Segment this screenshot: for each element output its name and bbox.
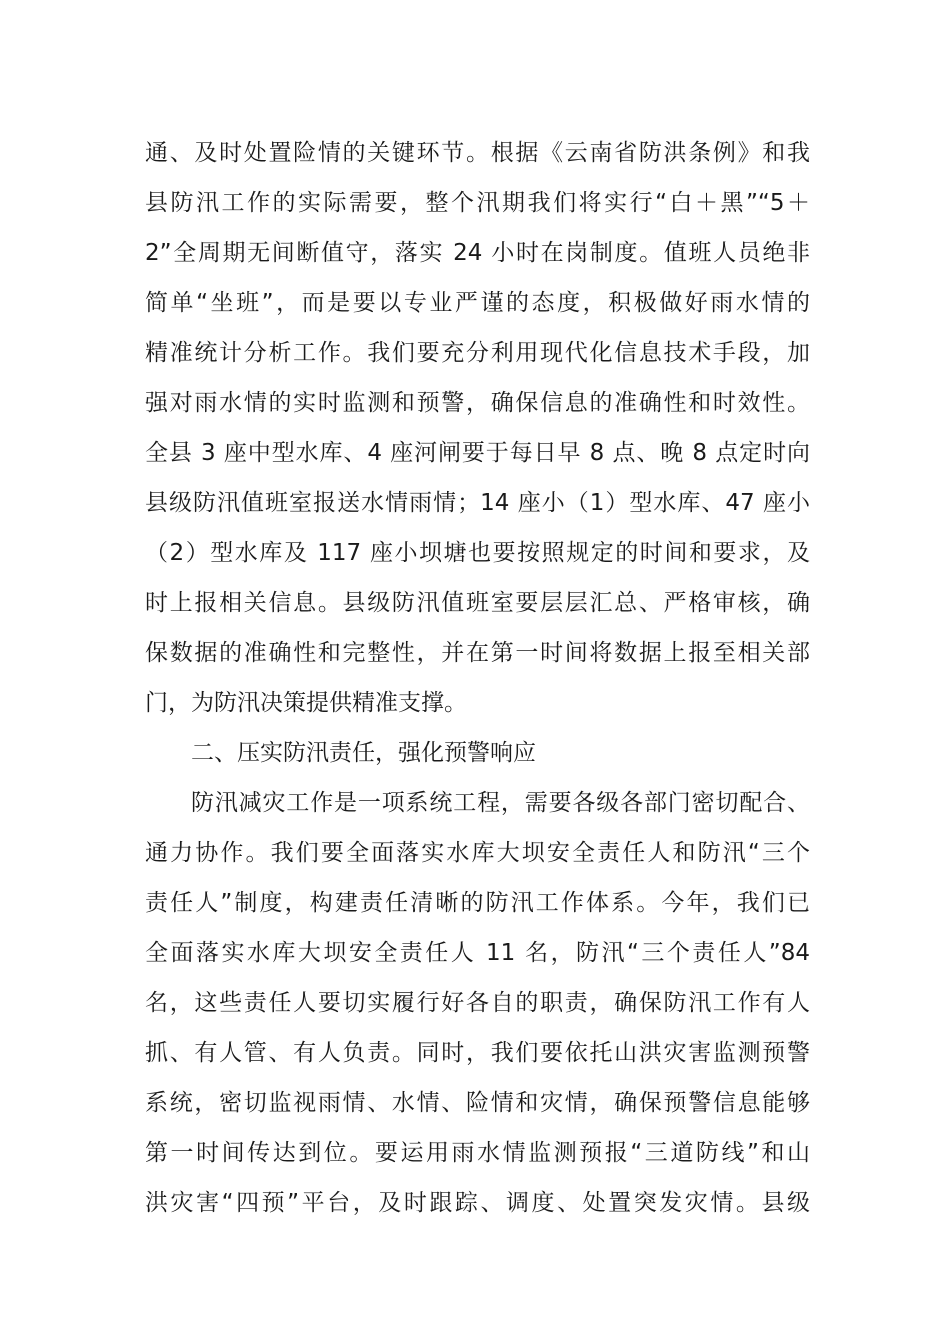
text-line: 保数据的准确性和完整性，并在第一时间将数据上报至相关部	[145, 640, 810, 666]
text-line: 全面落实水库大坝安全责任人 11 名，防汛“三个责任人”84	[145, 940, 810, 966]
text-line: 强对雨水情的实时监测和预警，确保信息的准确性和时效性。	[145, 390, 810, 416]
text-line: 精准统计分析工作。我们要充分利用现代化信息技术手段，加	[145, 340, 810, 366]
text-line: 通力协作。我们要全面落实水库大坝安全责任人和防汛“三个	[145, 840, 810, 866]
text-line: （2）型水库及 117 座小坝塘也要按照规定的时间和要求，及	[145, 540, 810, 566]
text-line: 第一时间传达到位。要运用雨水情监测预报“三道防线”和山	[145, 1140, 810, 1166]
text-line: 抓、有人管、有人负责。同时，我们要依托山洪灾害监测预警	[145, 1040, 810, 1066]
text-line: 门，为防汛决策提供精准支撑。	[145, 690, 467, 716]
text-line: 防汛减灾工作是一项系统工程，需要各级各部门密切配合、	[191, 790, 810, 816]
text-line: 二、压实防汛责任，强化预警响应	[191, 740, 536, 766]
text-line: 通、及时处置险情的关键环节。根据《云南省防洪条例》和我	[145, 140, 810, 166]
document-body	[145, 128, 810, 1228]
text-line: 县防汛工作的实际需要，整个汛期我们将实行“白＋黑”“5＋	[145, 190, 810, 216]
text-line: 简单“坐班”，而是要以专业严谨的态度，积极做好雨水情的	[145, 290, 810, 316]
text-line: 县级防汛值班室报送水情雨情；14 座小（1）型水库、47 座小	[145, 490, 810, 516]
text-line: 全县 3 座中型水库、4 座河闸要于每日早 8 点、晚 8 点定时向	[145, 440, 810, 466]
text-line: 责任人”制度，构建责任清晰的防汛工作体系。今年，我们已	[145, 890, 810, 916]
text-line: 名，这些责任人要切实履行好各自的职责，确保防汛工作有人	[145, 990, 810, 1016]
text-line: 系统，密切监视雨情、水情、险情和灾情，确保预警信息能够	[145, 1090, 810, 1116]
text-line: 洪灾害“四预”平台，及时跟踪、调度、处置突发灾情。县级	[145, 1190, 810, 1216]
text-line: 2”全周期无间断值守，落实 24 小时在岗制度。值班人员绝非	[145, 240, 810, 266]
text-line: 时上报相关信息。县级防汛值班室要层层汇总、严格审核，确	[145, 590, 810, 616]
